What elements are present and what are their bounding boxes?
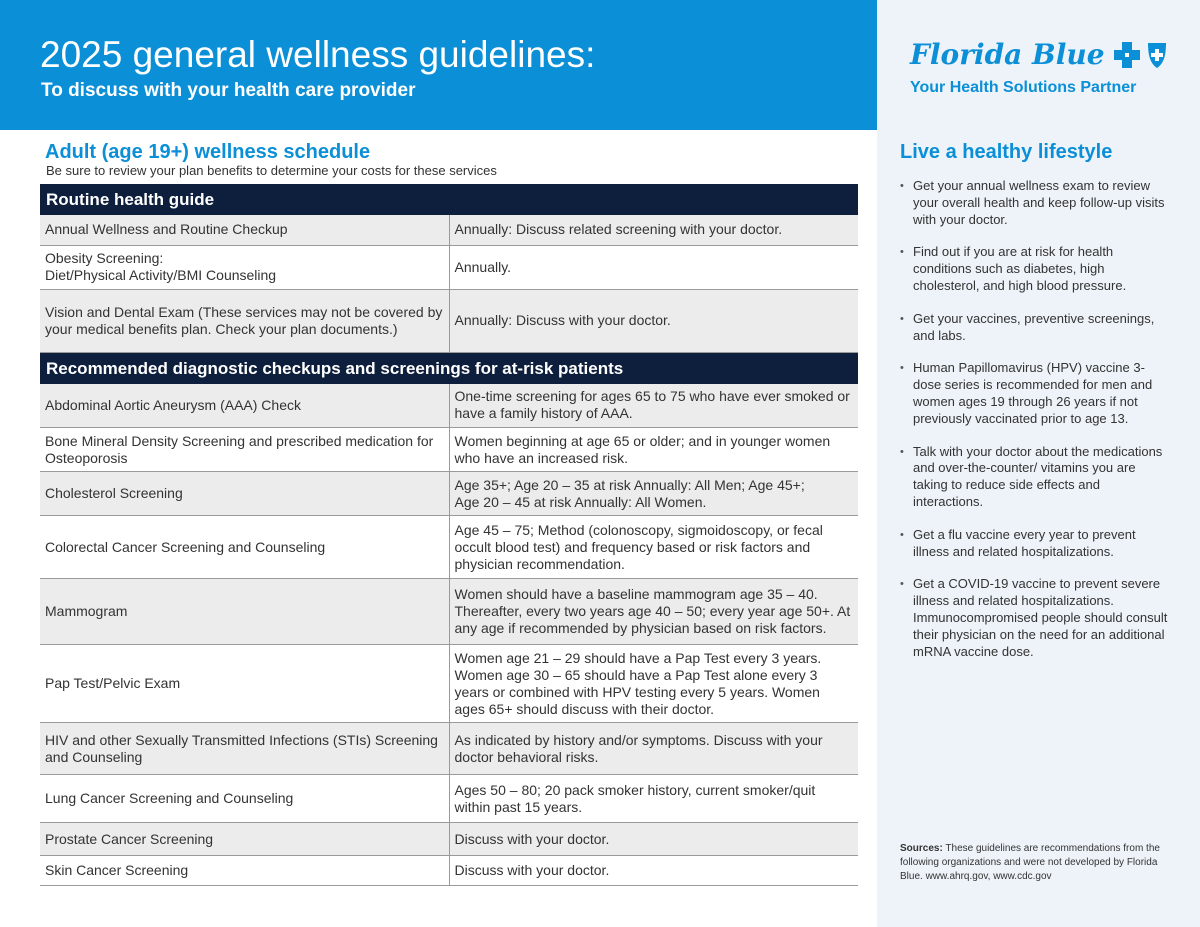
lifestyle-tip: • Find out if you are at risk for health conditions such as diabetes, high cholesterol, and high blood pressure. bbox=[900, 244, 1168, 294]
lifestyle-tip: • Talk with your doctor about the medications and over-the-counter/ vitamins you are taking to reduce side effects and interactions. bbox=[900, 444, 1168, 511]
guideline-cell: As indicated by history and/or symptoms. Discuss with your doctor behavioral risks. bbox=[449, 723, 858, 775]
brand-logo-text: Florida Blue bbox=[910, 38, 1105, 71]
schedule-heading: Adult (age 19+) wellness schedule bbox=[45, 141, 371, 163]
service-cell: Obesity Screening: Diet/Physical Activity/BMI Counseling bbox=[40, 245, 449, 289]
guideline-cell: Annually: Discuss with your doctor. bbox=[449, 289, 858, 352]
service-cell: Annual Wellness and Routine Checkup bbox=[40, 215, 449, 245]
lifestyle-tip: • Get a flu vaccine every year to prevent illness and related hospitalizations. bbox=[900, 527, 1168, 561]
service-cell: Lung Cancer Screening and Counseling bbox=[40, 775, 449, 823]
section-title: Routine health guide bbox=[40, 184, 858, 215]
guideline-cell: Ages 50 – 80; 20 pack smoker history, current smoker/quit within past 15 years. bbox=[449, 775, 858, 823]
guideline-cell: Annually. bbox=[449, 245, 858, 289]
service-cell: Prostate Cancer Screening bbox=[40, 823, 449, 856]
service-cell: Cholesterol Screening bbox=[40, 472, 449, 516]
guideline-cell: Discuss with your doctor. bbox=[449, 856, 858, 886]
lifestyle-tip: • Get your annual wellness exam to review your overall health and keep follow-up visits with your doctor. bbox=[900, 178, 1168, 228]
service-cell: Bone Mineral Density Screening and prescribed medication for Osteoporosis bbox=[40, 428, 449, 472]
service-cell: Pap Test/Pelvic Exam bbox=[40, 645, 449, 723]
table-row bbox=[40, 472, 858, 516]
table-row bbox=[40, 384, 858, 428]
service-cell: Vision and Dental Exam (These services may not be covered by your medical benefits plan. Check your plan documents.) bbox=[40, 289, 449, 352]
table-row bbox=[40, 856, 858, 886]
sources-label: Sources: bbox=[900, 843, 943, 854]
service-cell: Skin Cancer Screening bbox=[40, 856, 449, 886]
sources-note bbox=[900, 842, 1175, 884]
lifestyle-tips-list bbox=[900, 178, 1168, 676]
table-row bbox=[40, 215, 858, 245]
table-row bbox=[40, 428, 858, 472]
table-row bbox=[40, 775, 858, 823]
service-cell: HIV and other Sexually Transmitted Infections (STIs) Screening and Counseling bbox=[40, 723, 449, 775]
section-title: Recommended diagnostic checkups and screenings for at-risk patients bbox=[40, 352, 858, 384]
section-header-row bbox=[40, 184, 858, 215]
cross-shield-logo-icon bbox=[1112, 40, 1172, 70]
table-row bbox=[40, 289, 858, 352]
guideline-cell: Age 45 – 75; Method (colonoscopy, sigmoidoscopy, or fecal occult blood test) and frequency based or risk factors and physician recommendation. bbox=[449, 516, 858, 579]
guideline-cell: Women age 21 – 29 should have a Pap Test every 3 years. Women age 30 – 65 should have a Pap Test alone every 3 years or combined with HPV testing every 5 years. Women ages 65+ should discuss with their doctor. bbox=[449, 645, 858, 723]
page-subtitle: To discuss with your health care provider bbox=[41, 80, 416, 101]
service-cell: Colorectal Cancer Screening and Counseling bbox=[40, 516, 449, 579]
section-header-row bbox=[40, 352, 858, 384]
page-title: 2025 general wellness guidelines: bbox=[40, 34, 596, 75]
guideline-cell: One-time screening for ages 65 to 75 who have ever smoked or have a family history of AAA. bbox=[449, 384, 858, 428]
guideline-cell: Women beginning at age 65 or older; and in younger women who have an increased risk. bbox=[449, 428, 858, 472]
table-row bbox=[40, 516, 858, 579]
table-row bbox=[40, 723, 858, 775]
lifestyle-tip: • Get a COVID-19 vaccine to prevent severe illness and related hospitalizations. Immunocompromised people should consult their physician on the need for an additional mRNA vaccine dose. bbox=[900, 576, 1168, 660]
table-row bbox=[40, 579, 858, 645]
lifestyle-tip: • Get your vaccines, preventive screenings, and labs. bbox=[900, 311, 1168, 345]
guideline-cell: Discuss with your doctor. bbox=[449, 823, 858, 856]
service-cell: Mammogram bbox=[40, 579, 449, 645]
lifestyle-tip: • Human Papillomavirus (HPV) vaccine 3-dose series is recommended for men and women ages 19 through 26 years if not previously vaccinated prior to age 13. bbox=[900, 360, 1168, 427]
header-banner bbox=[0, 0, 877, 130]
brand-tagline: Your Health Solutions Partner bbox=[910, 79, 1137, 96]
service-cell: Abdominal Aortic Aneurysm (AAA) Check bbox=[40, 384, 449, 428]
table-row bbox=[40, 645, 858, 723]
guideline-cell: Age 35+; Age 20 – 35 at risk Annually: All Men; Age 45+; Age 20 – 45 at risk Annually: All Women. bbox=[449, 472, 858, 516]
schedule-subheading: Be sure to review your plan benefits to determine your costs for these services bbox=[46, 163, 497, 178]
wellness-schedule-table bbox=[40, 184, 858, 886]
table-row bbox=[40, 823, 858, 856]
guideline-cell: Annually: Discuss related screening with your doctor. bbox=[449, 215, 858, 245]
table-row bbox=[40, 245, 858, 289]
lifestyle-heading: Live a healthy lifestyle bbox=[900, 141, 1113, 163]
guideline-cell: Women should have a baseline mammogram age 35 – 40. Thereafter, every two years age 40 – 50; every year age 50+. At any age if recommended by physician based on risk factors. bbox=[449, 579, 858, 645]
sources-text: These guidelines are recommendations from the following organizations and were not developed by Florida Blue. www.ahrq.gov, www.cdc.gov bbox=[900, 843, 1160, 882]
